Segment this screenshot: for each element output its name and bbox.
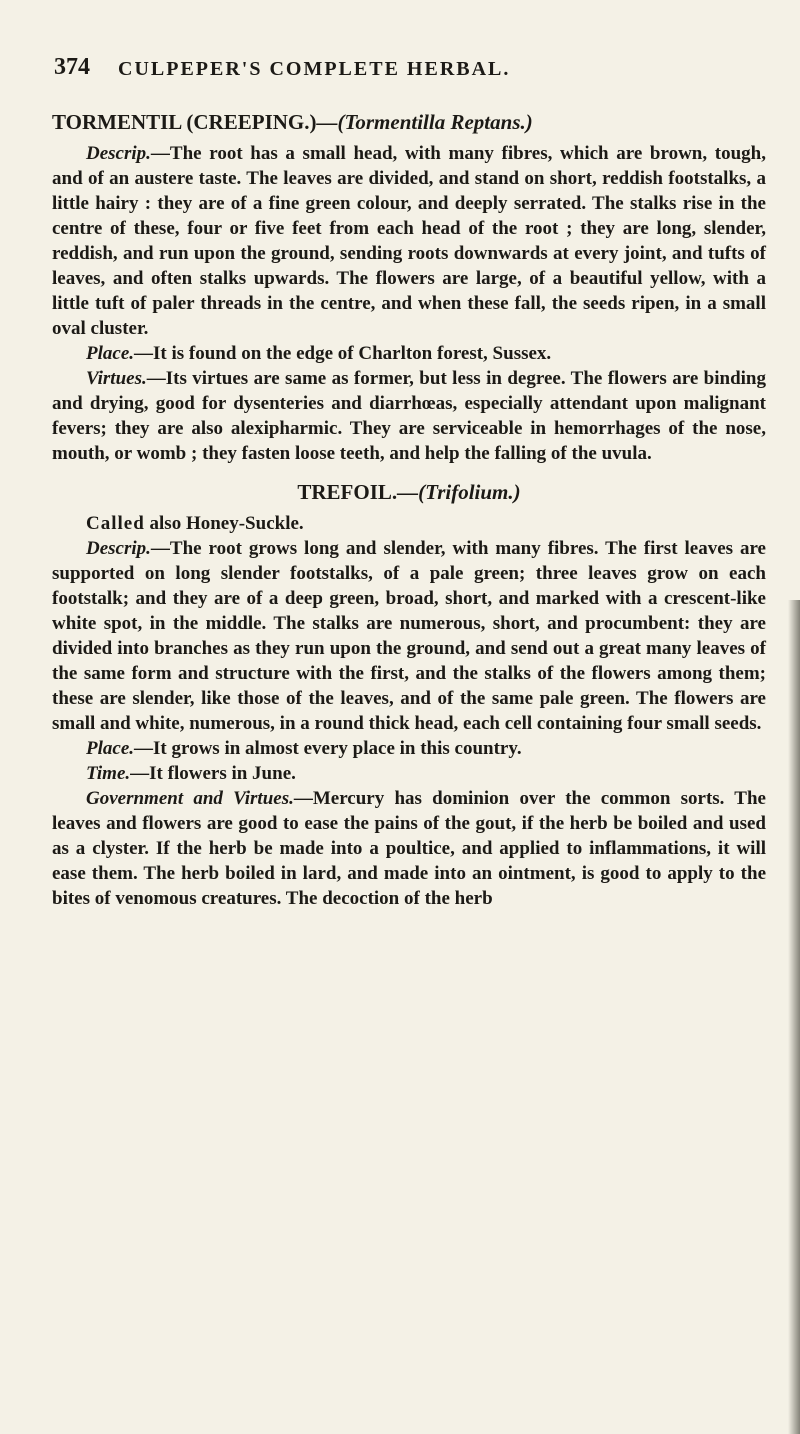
- paragraph-place: [52, 736, 766, 761]
- paragraph-called: [52, 511, 766, 536]
- paragraph-lead: Virtues.: [86, 368, 147, 389]
- paragraph-lead: Place.: [86, 738, 135, 759]
- paragraph-lead: Descrip.: [86, 538, 151, 559]
- paragraph-lead: Time.: [86, 763, 131, 784]
- paragraph-lead: Called: [86, 513, 145, 534]
- paragraph-lead: Place.: [86, 343, 135, 364]
- paragraph-description: [52, 536, 766, 736]
- paragraph-text: —It flowers in June.: [130, 763, 296, 784]
- paragraph-text: —It grows in almost every place in this country.: [134, 738, 522, 759]
- entry-heading-latin: —(Tormentilla Reptans.): [316, 110, 533, 134]
- entry-heading-name: TORMENTIL (CREEPING.): [52, 110, 317, 134]
- book-title: CULPEPER'S COMPLETE HERBAL.: [118, 58, 511, 80]
- paragraph-time: [52, 761, 766, 786]
- paragraph-place: [52, 341, 766, 366]
- paragraph-text: —It is found on the edge of Charlton forest, Sussex.: [134, 343, 552, 364]
- page-number: 374: [54, 54, 90, 80]
- paragraph-lead: Descrip.: [86, 143, 151, 164]
- paragraph-government-virtues: [52, 786, 766, 911]
- entry-heading-latin: —(Trifolium.): [397, 480, 521, 504]
- paragraph-text: —The root grows long and slender, with many fibres. The first leaves are supported on long slender footstalks, of a pale green; three leaves grow on each footstalk; and they are of a deep green, broad, short, and marked with a crescent-like white spot, in the middle. The stalks are numerous, short, and procumbent: they are divided into branches as they run upon the ground, and send out a great many leaves of the same form and structure with the first, and the stalks of the flowers among them; these are slender, like those of the leaves, and of the same pale green. The flowers are small and white, numerous, in a round thick head, each cell containing four small seeds.: [52, 538, 766, 734]
- paragraph-lead: Government and Virtues.: [86, 788, 294, 809]
- paragraph-text: —The root has a small head, with many fibres, which are brown, tough, and of an austere taste. The leaves are divided, and stand on short, reddish footstalks, a little hairy : they are of a fine green colour, and deeply serrated. The stalks rise in the centre of these, four or five feet from each head of the root ; they are long, slender, reddish, and run upon the ground, sending roots downwards at every joint, and tufts of leaves, and often stalks upwards. The flowers are large, of a beautiful yellow, with a little tuft of paler threads in the centre, and when these fall, the seeds ripen, in a small oval cluster.: [52, 143, 766, 339]
- paragraph-text: also Honey-Suckle.: [144, 513, 304, 534]
- entry-heading-name: TREFOIL.: [297, 480, 398, 504]
- running-head: [54, 54, 754, 94]
- entry-heading-trefoil: [52, 480, 766, 505]
- page-edge-shadow: [788, 600, 800, 1434]
- paragraph-virtues: [52, 366, 766, 466]
- page-body: [52, 110, 766, 911]
- paragraph-text: —Mercury has dominion over the common sorts. The leaves and flowers are good to ease the pains of the gout, if the herb be boiled and used as a clyster. If the herb be made into a poultice, and applied to inflammations, it will ease them. The herb boiled in lard, and made into an ointment, is good to apply to the bites of venomous creatures. The decoction of the herb: [52, 788, 766, 909]
- paragraph-description: [52, 141, 766, 341]
- entry-heading-tormentil: [52, 110, 766, 135]
- paragraph-text: —Its virtues are same as former, but less in degree. The flowers are binding and drying, good for dysenteries and diarrhœas, especially attendant upon malignant fevers; they are also alexipharmic. They are serviceable in hemorrhages of the nose, mouth, or womb ; they fasten loose teeth, and help the falling of the uvula.: [52, 368, 766, 464]
